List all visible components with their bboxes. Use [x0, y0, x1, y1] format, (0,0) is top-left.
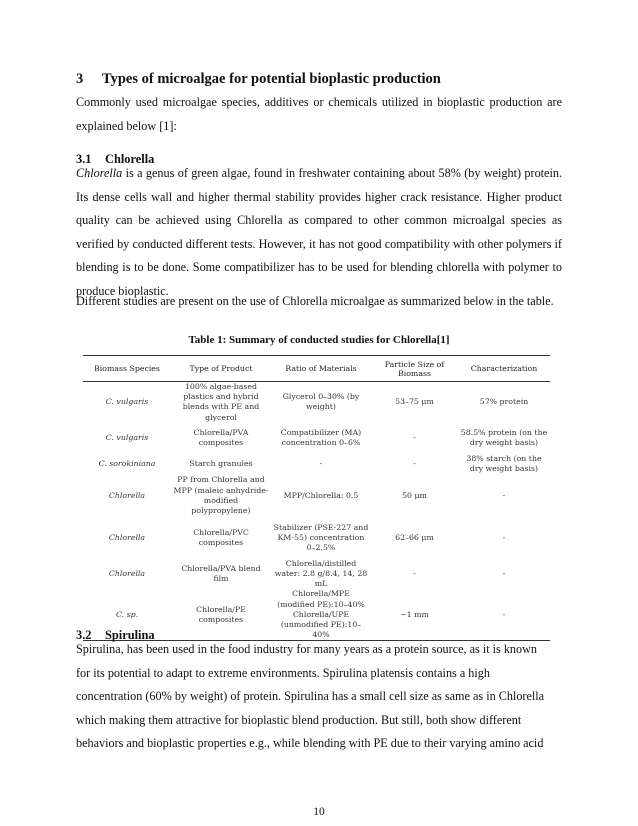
header-ratio-of-materials: Ratio of Materials: [271, 356, 371, 382]
page-number: 10: [313, 806, 325, 818]
subsection-number: 3.2: [76, 628, 92, 642]
cell-product: 100% algae-based plastics and hybrid blends with PE and glycerol: [182, 382, 260, 422]
cell-ratio: Compatibilizer (MA) concentration 0–6%: [280, 427, 362, 447]
cell-particle-size: 53–75 μm: [395, 397, 434, 407]
cell-particle-size: -: [413, 458, 416, 468]
cell-species: Chlorella: [108, 532, 146, 542]
cell-characterization: -: [458, 589, 550, 641]
subsection-title: Chlorella: [105, 152, 155, 166]
cell-product: PP from Chlorella and MPP (maleic anhydride-modified polypropylene): [173, 475, 269, 516]
subsection-number: 3.1: [76, 152, 92, 166]
spirulina-line: Spirulina, has been used in the food industry for many years as a protein source, as it is known: [76, 642, 537, 656]
cell-characterization: -: [502, 532, 506, 542]
table-header-row: [83, 356, 550, 382]
cell-product: Chlorella/PVA blend film: [181, 563, 261, 584]
cell-characterization: -: [502, 490, 506, 500]
intro-paragraph: Commonly used microalgae species, additives or chemicals utilized in bioplastic production are explained below [1]:: [76, 95, 562, 133]
table-row: [83, 559, 550, 590]
cell-species: C. sp.: [83, 589, 171, 641]
table-row: [83, 423, 550, 453]
chlorella-lead-term: Chlorella: [76, 166, 123, 180]
cell-product: Chlorella/PVA composites: [193, 427, 249, 447]
chlorella-paragraph-text: is a genus of green algae, found in freshwater containing about 58% (by weight) protein. Its dense cells wall and higher thermal stability provides higher crack resistance. Higher product quality can be achieved using Chlorella as compared to other common microalgal species as verified by conducted different tests. However, it has not good compatibility with other polymers if blending is to be done. Some compatibilizer has to be used for blending chlorella with polymer to produce bioplastic.: [76, 166, 562, 298]
cell-ratio: Chlorella/distilled water: 2.8 g/8.4, 14, 28 mL: [274, 558, 368, 589]
header-biomass-species: Biomass Species: [83, 356, 171, 382]
cell-ratio: Glycerol 0–30% (by weight): [282, 392, 360, 412]
cell-product: Starch granules: [189, 458, 253, 468]
studies-paragraph: Different studies are present on the use of Chlorella microalgae as summarized below in the table.: [76, 294, 554, 308]
cell-particle-size: 62–66 μm: [395, 532, 434, 542]
section-number: 3: [76, 71, 84, 87]
cell-product: Chlorella/PVC composites: [193, 527, 249, 547]
spirulina-line: concentration (60% by weight) of protein. Spirulina has a small cell size as same as in Chlorella: [76, 689, 545, 703]
section-title: Types of microalgae for potential bioplastic production: [102, 71, 441, 87]
table-row: [83, 475, 550, 517]
header-particle-size: Particle Size of Biomass: [371, 356, 458, 382]
cell-particle-size: 50 μm: [402, 490, 427, 500]
spirulina-line: which making them attractive for bioplastic blend production. But still, both show different: [76, 712, 522, 727]
cell-species: C. vulgaris: [105, 397, 149, 407]
spirulina-line: behaviors and bioplastic properties e.g., while blending with PE due to their varying amino acid: [76, 736, 544, 750]
subsection-title: Spirulina: [105, 628, 155, 642]
cell-characterization: -: [502, 569, 506, 579]
cell-species: C. sorokiniana: [98, 458, 156, 468]
cell-characterization: 38% starch (on the dry weight basis): [466, 453, 542, 473]
spirulina-line: for its potential to adapt to extreme environments. Spirulina platensis contains a high: [76, 665, 490, 680]
cell-particle-size: ~1 mm: [371, 589, 458, 641]
header-characterization: Characterization: [458, 356, 550, 382]
chlorella-studies-table: [83, 355, 550, 641]
table-row: [83, 453, 550, 475]
cell-species: Chlorella: [108, 569, 146, 579]
section-heading: [76, 71, 441, 88]
cell-ratio: Chlorella/MPE (modified PE):10–40% Chlorella/UPE (unmodified PE):10–40%: [271, 589, 371, 641]
cell-characterization: 57% protein: [479, 397, 529, 407]
cell-particle-size: -: [413, 432, 416, 442]
cell-ratio: Stabilizer (PSE-227 and KM-55) concentration 0–2.5%: [273, 522, 369, 552]
cell-species: Chlorella: [108, 490, 146, 500]
cell-characterization: 58.5% protein (on the dry weight basis): [460, 427, 548, 447]
table-caption: Table 1: Summary of conducted studies for Chlorella[1]: [188, 334, 450, 346]
chlorella-paragraph: [76, 162, 562, 303]
table-row: [83, 382, 550, 423]
header-type-of-product: Type of Product: [171, 356, 271, 382]
spirulina-paragraph: [76, 638, 576, 756]
cell-product: Chlorella/PE composites: [171, 589, 271, 641]
cell-particle-size: -: [413, 569, 416, 579]
cell-ratio: MPP/Chlorella: 0.5: [283, 490, 359, 500]
cell-species: C. vulgaris: [105, 432, 149, 442]
cell-ratio: -: [319, 458, 323, 468]
table-row: [83, 517, 550, 559]
